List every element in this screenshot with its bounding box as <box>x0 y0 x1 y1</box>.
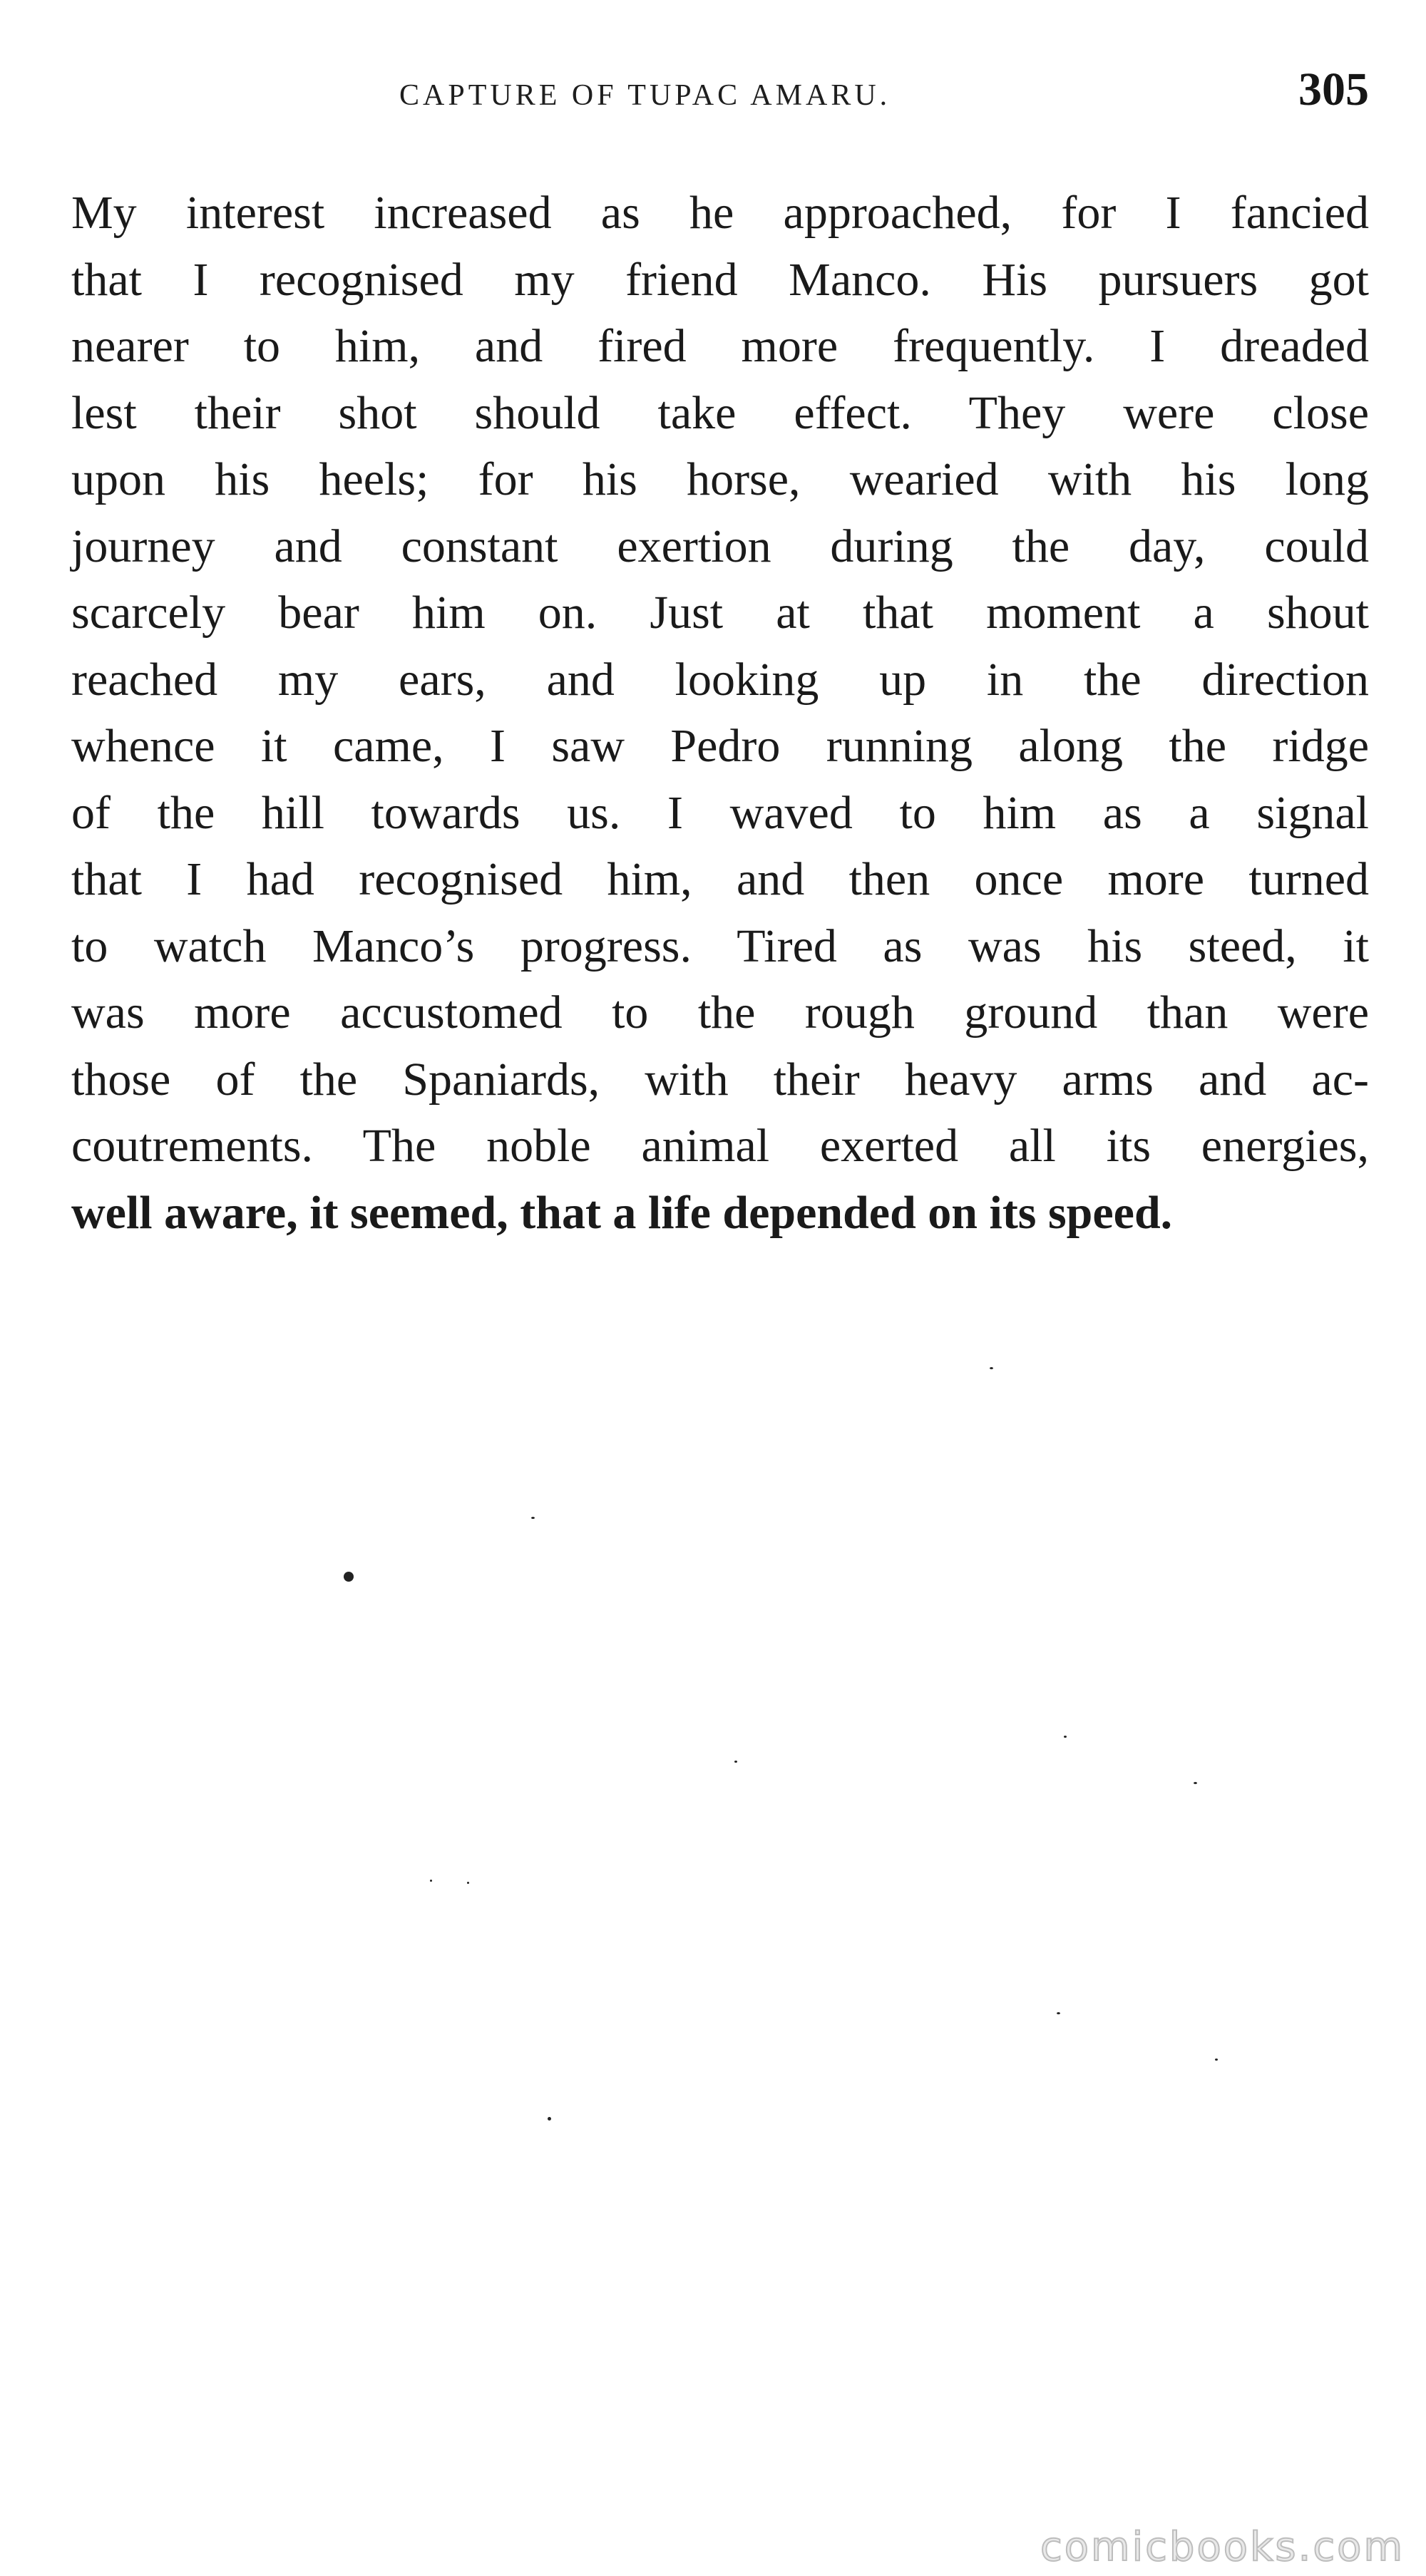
scan-speck <box>1057 2012 1060 2014</box>
scan-speck <box>1215 2059 1218 2061</box>
text-line: reached my ears, and looking up in the direction <box>71 653 1369 706</box>
text-line: nearer to him, and fired more frequently. I dreaded <box>71 320 1369 372</box>
text-line: to watch Manco’s progress. Tired as was his steed, it <box>71 919 1369 972</box>
scan-speck <box>548 2117 551 2121</box>
text-line: those of the Spaniards, with their heavy arms and ac- <box>71 1053 1369 1106</box>
text-line: My interest increased as he approached, for I fancied <box>71 187 1369 239</box>
scan-speck <box>990 1367 993 1369</box>
text-line: that I recognised my friend Manco. His pursuers got <box>71 253 1369 306</box>
text-line: of the hill towards us. I waved to him as a signal <box>71 786 1369 839</box>
scan-speck <box>430 1880 432 1882</box>
text-line: lest their shot should take effect. They were close <box>71 386 1369 439</box>
scan-speck <box>531 1517 535 1519</box>
text-line: that I had recognised him, and then once more turned <box>71 853 1369 905</box>
text-line: journey and constant exertion during the day, could <box>71 520 1369 572</box>
text-line: coutrements. The noble animal exerted all its energies, <box>71 1120 1369 1172</box>
text-line: scarcely bear him on. Just at that moment a shout <box>71 587 1369 639</box>
scan-speck <box>344 1572 354 1582</box>
scan-speck <box>467 1882 469 1884</box>
text-line: well aware, it seemed, that a life depended on its speed. <box>71 1186 1173 1239</box>
text-line: whence it came, I saw Pedro running along the ridge <box>71 720 1369 772</box>
text-line: upon his heels; for his horse, wearied with his long <box>71 453 1369 505</box>
running-head <box>71 63 1369 127</box>
scan-speck <box>1064 1736 1067 1738</box>
text-line: was more accustomed to the rough ground than were <box>71 986 1369 1039</box>
scan-speck <box>734 1761 737 1763</box>
body-paragraph <box>71 180 1369 1246</box>
scan-speck <box>1194 1782 1197 1784</box>
running-title: CAPTURE OF TUPAC AMARU. <box>399 79 891 112</box>
page-number: 305 <box>1298 63 1369 115</box>
watermark: comicbooks.com <box>1040 2524 1405 2570</box>
